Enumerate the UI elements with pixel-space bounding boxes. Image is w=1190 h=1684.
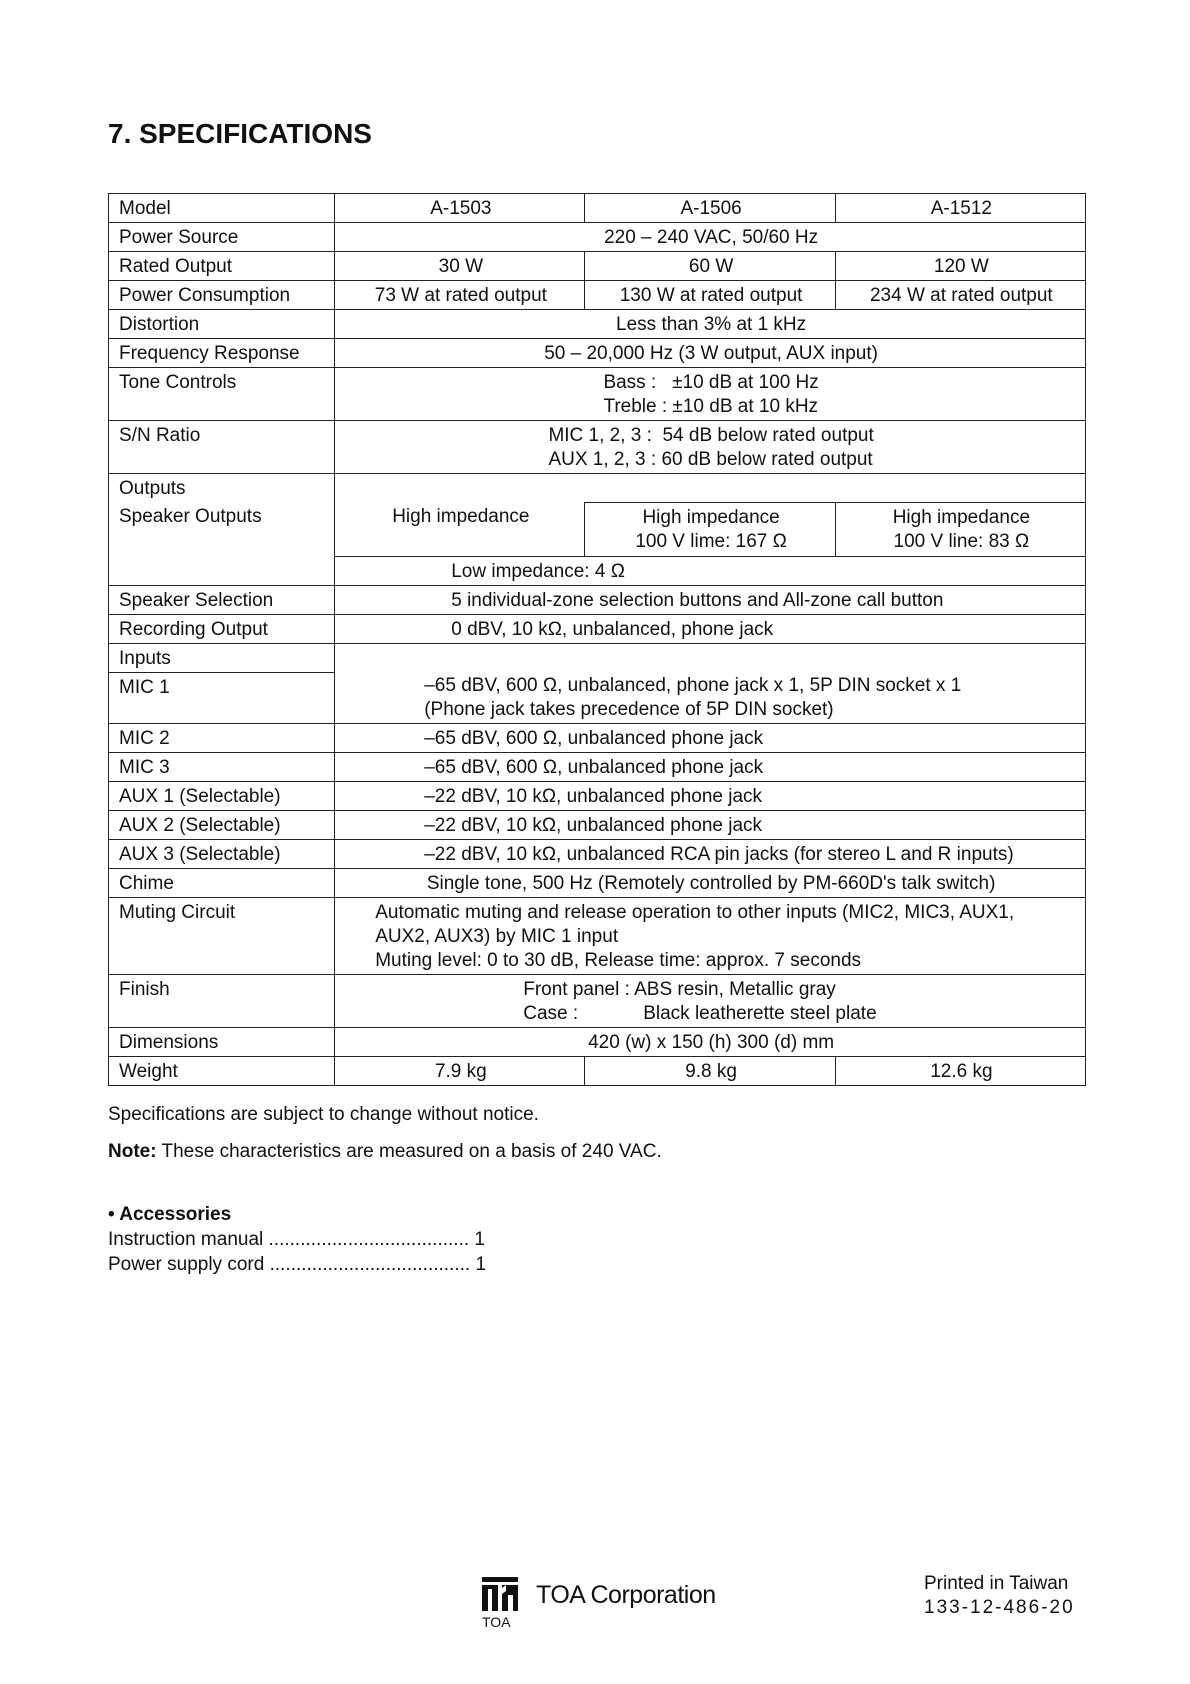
row-value: Less than 3% at 1 kHz xyxy=(335,310,1086,339)
row-value: 120 W xyxy=(835,252,1085,281)
finish-line2 xyxy=(523,1002,1077,1026)
row-label: Rated Output xyxy=(109,252,335,281)
row-value: –65 dBV, 600 Ω, unbalanced phone jack xyxy=(335,752,1086,781)
muting-line2: AUX2, AUX3) by MIC 1 input xyxy=(375,925,619,947)
row-value: Single tone, 500 Hz (Remotely controlled by PM-660D's talk switch) xyxy=(335,868,1086,897)
table-row xyxy=(109,781,1086,810)
row-label: Outputs xyxy=(109,474,335,503)
list-item xyxy=(108,1227,486,1252)
row-label: Inputs xyxy=(109,643,335,672)
row-value xyxy=(335,897,1086,974)
row-label: Speaker Selection xyxy=(109,585,335,614)
row-value: 12.6 kg xyxy=(835,1056,1085,1085)
change-notice: Specifications are subject to change without notice. xyxy=(108,1104,539,1125)
row-label: S/N Ratio xyxy=(109,421,335,474)
row-label: Finish xyxy=(109,974,335,1027)
table-row xyxy=(109,474,1086,503)
model-cell: A-1506 xyxy=(585,194,835,223)
row-value: –22 dBV, 10 kΩ, unbalanced phone jack xyxy=(335,810,1086,839)
sn-values xyxy=(548,424,873,472)
row-value: –65 dBV, 600 Ω, unbalanced phone jack xyxy=(335,723,1086,752)
row-value: 234 W at rated output xyxy=(835,281,1085,310)
row-value xyxy=(585,502,835,556)
document-code: 133-12-486-20 xyxy=(924,1597,1075,1618)
row-label: Tone Controls xyxy=(109,368,335,421)
row-label: AUX 2 (Selectable) xyxy=(109,810,335,839)
logo-subtext: TOA xyxy=(482,1614,511,1630)
table-row xyxy=(109,643,1086,672)
table-row xyxy=(109,585,1086,614)
accessories-title: • Accessories xyxy=(108,1204,232,1225)
row-value: 420 (w) x 150 (h) 300 (d) mm xyxy=(335,1027,1086,1056)
note-text: These characteristics are measured on a basis of 240 VAC. xyxy=(156,1141,662,1162)
row-value: –22 dBV, 10 kΩ, unbalanced RCA pin jacks (for stereo L and R inputs) xyxy=(335,839,1086,868)
row-value: 5 individual-zone selection buttons and All-zone call button xyxy=(335,585,1086,614)
list-item xyxy=(108,1252,486,1277)
speaker-a1506-line2: 100 V lime: 167 Ω xyxy=(635,530,787,552)
table-row xyxy=(109,897,1086,974)
table-row xyxy=(109,556,1086,585)
table-row xyxy=(109,421,1086,474)
accessory-name: Power supply cord xyxy=(108,1254,265,1275)
table-row xyxy=(109,614,1086,643)
row-label: MIC 3 xyxy=(109,752,335,781)
row-label: Dimensions xyxy=(109,1027,335,1056)
table-row xyxy=(109,839,1086,868)
treble-line: Treble : ±10 dB at 10 kHz xyxy=(603,396,819,417)
speaker-a1506-line1: High impedance xyxy=(642,506,780,528)
accessories-section xyxy=(108,1202,486,1277)
table-row xyxy=(109,974,1086,1027)
table-row xyxy=(109,1056,1086,1085)
mic1-line2: (Phone jack takes precedence of 5P DIN socket) xyxy=(424,698,834,720)
model-cell: A-1503 xyxy=(335,194,585,223)
page-title: 7. SPECIFICATIONS xyxy=(108,118,372,149)
accessory-leader: ...................................... xyxy=(264,1254,471,1275)
sn-mic-line: MIC 1, 2, 3 : 54 dB below rated output xyxy=(548,425,874,446)
row-label: Model xyxy=(109,194,335,223)
row-value: High impedance xyxy=(335,502,585,556)
row-label: Recording Output xyxy=(109,614,335,643)
table-row xyxy=(109,310,1086,339)
table-row xyxy=(109,752,1086,781)
row-value: Low impedance: 4 Ω xyxy=(335,556,1086,585)
row-label xyxy=(109,556,335,585)
speaker-a1512-line1: High impedance xyxy=(892,506,1031,528)
printed-in: Printed in Taiwan xyxy=(924,1573,1069,1594)
accessory-qty: 1 xyxy=(469,1229,485,1250)
row-value xyxy=(335,643,1086,723)
row-label: Chime xyxy=(109,868,335,897)
table-row xyxy=(109,339,1086,368)
finish-case-value: Black leatherette steel plate xyxy=(643,1002,877,1024)
muting-line3: Muting level: 0 to 30 dB, Release time: approx. 7 seconds xyxy=(375,949,862,971)
finish-case-label: Case : xyxy=(523,1002,579,1024)
row-label: Speaker Outputs xyxy=(109,502,335,556)
row-value: 0 dBV, 10 kΩ, unbalanced, phone jack xyxy=(335,614,1086,643)
table-row xyxy=(109,368,1086,421)
accessory-leader: ...................................... xyxy=(263,1229,470,1250)
notes-section xyxy=(108,1104,662,1178)
row-label: Power Consumption xyxy=(109,281,335,310)
row-label: Power Source xyxy=(109,223,335,252)
table-row xyxy=(109,723,1086,752)
row-value: 130 W at rated output xyxy=(585,281,835,310)
accessory-qty: 1 xyxy=(470,1254,487,1275)
speaker-a1512-line2: 100 V line: 83 Ω xyxy=(893,530,1030,552)
muting-line1: Automatic muting and release operation to other inputs (MIC2, MIC3, AUX1, xyxy=(375,901,1015,923)
row-value: 60 W xyxy=(585,252,835,281)
row-value: 220 – 240 VAC, 50/60 Hz xyxy=(335,223,1086,252)
table-row xyxy=(109,252,1086,281)
row-label: Weight xyxy=(109,1056,335,1085)
table-row xyxy=(109,223,1086,252)
note-label: Note: xyxy=(108,1141,157,1162)
row-value xyxy=(335,974,1086,1027)
row-value xyxy=(835,502,1085,556)
tone-values xyxy=(603,371,818,419)
table-row xyxy=(109,810,1086,839)
table-row xyxy=(109,868,1086,897)
note-paragraph xyxy=(108,1141,662,1163)
row-value: 50 – 20,000 Hz (3 W output, AUX input) xyxy=(335,339,1086,368)
print-info xyxy=(924,1572,1075,1620)
sn-aux-line: AUX 1, 2, 3 : 60 dB below rated output xyxy=(548,449,873,470)
table-row xyxy=(109,281,1086,310)
row-value: 73 W at rated output xyxy=(335,281,585,310)
row-label: Muting Circuit xyxy=(109,897,335,974)
company-logo xyxy=(480,1577,740,1637)
row-label: MIC 1 xyxy=(109,672,335,723)
row-value xyxy=(335,421,1086,474)
specifications-table xyxy=(108,193,1086,1086)
table-row xyxy=(109,1027,1086,1056)
row-label: Frequency Response xyxy=(109,339,335,368)
finish-line1: Front panel : ABS resin, Metallic gray xyxy=(523,978,836,1000)
bass-line: Bass : ±10 dB at 100 Hz xyxy=(603,372,819,393)
row-label: MIC 2 xyxy=(109,723,335,752)
toa-logo-icon xyxy=(480,1577,520,1613)
row-value: 7.9 kg xyxy=(335,1056,585,1085)
row-value: –22 dBV, 10 kΩ, unbalanced phone jack xyxy=(335,781,1086,810)
row-value xyxy=(335,474,1086,503)
accessory-name: Instruction manual xyxy=(108,1229,264,1250)
model-cell: A-1512 xyxy=(835,194,1085,223)
row-value: 9.8 kg xyxy=(585,1056,835,1085)
table-row xyxy=(109,194,1086,223)
table-row xyxy=(109,502,1086,556)
row-value: 30 W xyxy=(335,252,585,281)
row-label: AUX 3 (Selectable) xyxy=(109,839,335,868)
company-name: TOA Corporation xyxy=(536,1581,716,1609)
row-label: AUX 1 (Selectable) xyxy=(109,781,335,810)
mic1-line1: –65 dBV, 600 Ω, unbalanced, phone jack x 1, 5P DIN socket x 1 xyxy=(424,674,962,696)
row-label: Distortion xyxy=(109,310,335,339)
row-value xyxy=(335,368,1086,421)
